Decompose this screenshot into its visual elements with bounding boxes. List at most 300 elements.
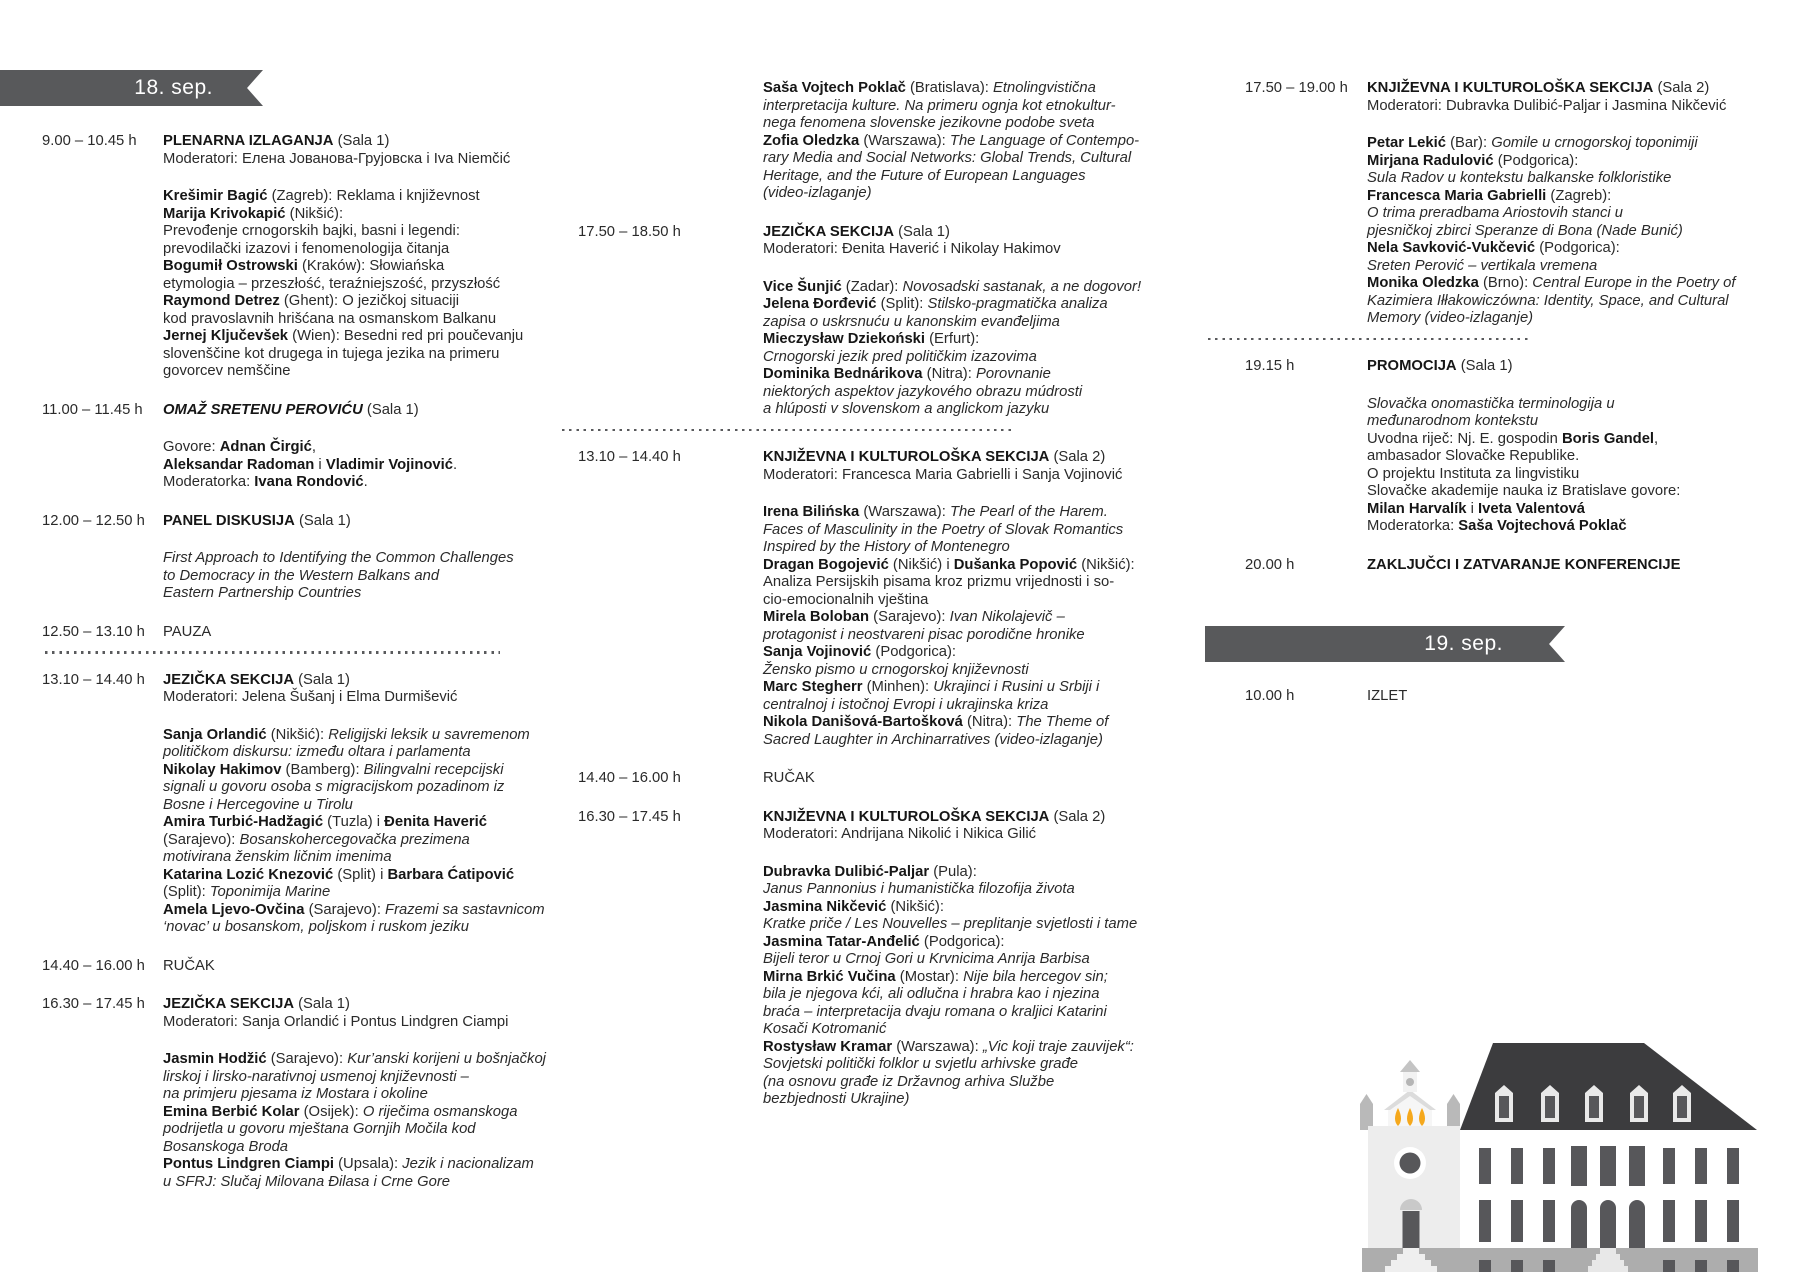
text-line <box>763 968 1108 987</box>
text-segment: bezbjednosti Ukrajine) <box>763 1091 910 1107</box>
text-line <box>763 1038 1134 1057</box>
text-segment: Jezik i nacionalizam <box>402 1156 534 1172</box>
text-segment: Central Europe in the Poetry of <box>1532 275 1736 291</box>
text-segment: (Sala 2) <box>1653 80 1710 96</box>
text-segment: RUČAK <box>763 770 815 786</box>
text-segment: (Split): <box>163 884 210 900</box>
event-time: 19.15 h <box>1245 358 1295 374</box>
text-segment: Aleksandar Radoman <box>163 456 315 473</box>
event-content <box>163 671 545 937</box>
text-line <box>1367 483 1765 501</box>
text-segment: Nikolay Hakimov <box>163 761 282 778</box>
text-segment: međunarodnom kontekstu <box>1367 413 1539 429</box>
text-line <box>1367 188 1765 206</box>
text-line <box>763 714 1109 732</box>
text-segment: političkom diskursu: između oltara i parlamenta <box>163 744 471 760</box>
text-line <box>163 457 512 475</box>
event-time: 14.40 – 16.00 h <box>578 770 681 786</box>
text-segment: (Sala 2) <box>1049 449 1106 465</box>
text-segment: Bosne i Hercegovine u Tirolu <box>163 796 353 813</box>
text-segment: First Approach to Identifying the Common Challenges <box>163 550 514 566</box>
schedule-row <box>578 223 1142 419</box>
text-segment: Emina Berbić Kolar <box>163 1103 300 1120</box>
text-line <box>163 550 512 568</box>
text-segment: The Theme of <box>1016 714 1109 730</box>
text-line <box>1367 153 1765 171</box>
text-segment: (Zadar): <box>841 278 903 295</box>
text-segment: bila je njegova kći, ali odlučna i hrabra kao i njezina <box>763 986 1100 1002</box>
text-line <box>763 592 1040 610</box>
text-line <box>763 609 1065 627</box>
date-banner <box>1205 626 1527 662</box>
text-line <box>763 808 1106 827</box>
text-segment: Saša Vojtechová Poklač <box>1458 518 1627 534</box>
text-segment: Barbara Ćatipović <box>387 866 515 883</box>
text-segment: Heritage, and the Future of European Languages <box>763 167 1086 184</box>
text-segment: govorcev nemščine <box>163 363 291 379</box>
text-segment: Inspired by the History of Montenegro <box>763 539 1010 555</box>
text-line <box>763 504 1108 522</box>
text-segment: (Wien): Besedni red pri poučevanju <box>288 328 524 344</box>
program-column-right <box>1245 80 1765 706</box>
text-line <box>1367 240 1765 258</box>
text-segment: Jernej Ključevšek <box>163 328 289 344</box>
text-line <box>763 521 1124 540</box>
text-segment: (Warszawa): <box>859 504 950 520</box>
text-segment: Moderatori: Francesca Maria Gabrielli i Sanja Vojinović <box>763 466 1123 483</box>
tower-door <box>1400 1199 1422 1248</box>
text-segment: kod pravoslavnih hrišćana na osmanskom Balkanu <box>163 310 497 327</box>
text-segment: (Zagreb): Reklama i književnost <box>267 188 480 204</box>
text-line <box>763 826 1040 844</box>
text-segment: Uvodna riječ: Nj. E. gospodin <box>1367 430 1562 447</box>
text-line <box>763 556 1135 575</box>
text-segment: Moderatori: Sanja Orlandić i Pontus Lindgren Ciampi <box>163 1013 509 1030</box>
text-segment: (Sala 1) <box>333 133 390 149</box>
text-line <box>163 1014 512 1032</box>
church-tower <box>1360 1060 1460 1272</box>
text-segment: (Zagreb): <box>1546 187 1612 204</box>
text-segment: O riječima osmanskoga <box>362 1103 518 1120</box>
text-line <box>163 779 512 797</box>
text-line <box>163 188 512 206</box>
text-segment: (Podgorica): <box>871 644 956 660</box>
text-line <box>763 644 1040 662</box>
schedule-row <box>0 402 512 492</box>
text-segment: Mirna Brkić Vučina <box>763 968 896 985</box>
event-content <box>1367 80 1765 328</box>
text-line <box>1367 358 1765 376</box>
text-segment: prevodilački izazovi i fenomenologija čitanja <box>163 240 450 257</box>
text-line <box>763 401 1050 419</box>
text-segment: (Warszawa): <box>892 1038 983 1055</box>
text-segment: Jasmin Hodžić <box>163 1051 267 1067</box>
text-segment: rary Media and Social Networks: Global Trends, Cultural <box>763 150 1132 166</box>
text-segment: Stilsko-pragmatička analiza <box>927 296 1108 312</box>
dotted-separator <box>1208 338 1532 341</box>
schedule-row <box>0 996 546 1191</box>
text-line <box>163 1051 546 1069</box>
text-segment: Iveta Valentová <box>1478 500 1585 517</box>
text-line <box>763 662 1040 680</box>
text-line <box>1367 275 1765 293</box>
text-line <box>763 241 1061 259</box>
text-segment: (Bar): <box>1445 135 1492 151</box>
schedule-row <box>578 808 1138 1109</box>
text-segment: na primjeru pjesama iz Mostara i okoline <box>163 1086 428 1102</box>
text-line <box>763 1021 1040 1039</box>
text-segment: Vladimir Vojinović <box>325 456 454 473</box>
text-segment: (Brno): <box>1478 275 1533 291</box>
text-line <box>763 296 1108 314</box>
text-segment: Jasmina Nikčević <box>763 898 887 915</box>
text-line <box>1367 258 1765 276</box>
text-segment: Kazimiera Iłłakowiczówna: Identity, Space, and Cultural <box>1367 292 1729 309</box>
text-segment: PROMOCIJA <box>1367 358 1457 374</box>
text-segment: KNJIŽEVNA I KULTUROLOŠKA SEKCIJA <box>1367 80 1654 96</box>
text-line <box>163 585 512 603</box>
text-line <box>763 951 1090 969</box>
text-segment: Adnan Čirgić <box>219 439 312 455</box>
text-segment: Nije bila hercegov sin; <box>963 968 1108 985</box>
text-line <box>163 884 512 902</box>
text-line <box>163 958 512 976</box>
text-line <box>1367 396 1765 414</box>
text-segment: protagonist i neostvareni pisac porodične hronike <box>763 626 1085 643</box>
text-line <box>163 346 512 364</box>
text-segment: Monika Oledzka <box>1367 275 1479 291</box>
text-line <box>163 726 530 745</box>
blank-line <box>763 844 1040 864</box>
text-segment: „Vic koji traje zauvijek“: <box>982 1038 1134 1055</box>
text-segment: (Sarajevo): <box>266 1051 348 1067</box>
text-segment: pjesničkoj zbirci Speranze di Bona (Nade Bunić) <box>1367 222 1683 239</box>
event-content <box>1367 557 1765 575</box>
text-segment: (Split): <box>876 296 928 312</box>
text-segment: Moderatori: Đenita Haverić i Nikolay Hakimov <box>763 241 1061 257</box>
text-segment: (Sala 1) <box>294 996 350 1012</box>
blank-line <box>163 530 512 550</box>
text-segment: centralnoj i istočnoj Evropi i ukrajinska kriza <box>763 696 1049 713</box>
text-line <box>163 223 512 241</box>
text-line <box>163 568 512 586</box>
text-segment: KNJIŽEVNA I KULTUROLOŠKA SEKCIJA <box>763 808 1050 825</box>
text-line <box>163 1086 512 1104</box>
date-banner <box>0 70 225 106</box>
text-segment: Sacred Laughter in Archinarratives (video-izlaganje) <box>763 731 1103 748</box>
text-segment: Amela Ljevo-Ovčina <box>163 901 305 918</box>
text-segment: Mirjana Radulović <box>1367 152 1494 169</box>
event-time: 13.10 – 14.40 h <box>578 449 681 465</box>
text-line <box>1367 688 1765 706</box>
text-segment: Boris Gandel <box>1561 430 1655 447</box>
text-segment: (Sala 1) <box>294 512 351 529</box>
text-segment: (Upsala): <box>334 1156 403 1172</box>
event-content <box>163 624 512 642</box>
text-segment: Irena Bilińska <box>763 504 860 520</box>
text-segment: (video-izlaganje) <box>763 185 872 201</box>
text-line <box>163 276 512 294</box>
event-time: 20.00 h <box>1245 556 1295 573</box>
text-segment: to Democracy in the Western Balkans and <box>163 567 440 584</box>
text-line <box>1367 98 1765 116</box>
text-segment: (Nikšić): <box>285 205 344 222</box>
text-segment: Ivan Nikolajevič – <box>949 609 1065 625</box>
text-segment: niektorých aspektov jazykového obrazu múdrosti <box>763 383 1083 400</box>
text-line <box>1367 466 1765 484</box>
text-line <box>763 80 1096 98</box>
text-segment: (Podgorica): <box>919 933 1005 950</box>
text-segment: Raymond Detrez <box>163 293 280 309</box>
text-segment: u SFRJ: Slučaj Milovana Đilasa i Crne Gore <box>163 1173 451 1190</box>
text-segment: Saša Vojtech Poklač <box>763 80 906 96</box>
text-line <box>163 1121 512 1139</box>
text-segment: (Bamberg): <box>281 761 364 778</box>
text-segment: Toponimija Marine <box>209 884 331 900</box>
text-segment: Žensko pismo u crnogorskoj književnosti <box>763 661 1029 678</box>
text-segment: Dubravka Dulibić-Paljar <box>763 863 930 880</box>
text-segment: (Ghent): O jezičkoj situaciji <box>279 293 460 309</box>
text-segment: Porovnanie <box>975 366 1051 382</box>
text-segment: ZAKLJUČCI I ZATVARANJE KONFERENCIJE <box>1367 556 1681 573</box>
text-line <box>1367 413 1765 431</box>
schedule-row <box>578 80 1140 203</box>
text-segment: Marc Stegherr <box>763 679 863 695</box>
text-line <box>163 1139 512 1157</box>
event-time: 13.10 – 14.40 h <box>42 671 145 688</box>
text-segment: PAUZA <box>163 623 212 640</box>
text-line <box>763 331 1040 349</box>
text-segment: (Sala 2) <box>1049 808 1106 825</box>
text-segment: (Minhen): <box>862 679 934 695</box>
text-line <box>763 1003 1107 1022</box>
text-segment: , <box>1654 430 1659 447</box>
text-segment: The Pearl of the Harem. <box>949 504 1108 520</box>
event-content <box>163 402 512 492</box>
text-segment: ‘novac’ u bosanskom, poljskom i ruskom jeziku <box>163 919 469 935</box>
text-line <box>763 150 1132 168</box>
text-line <box>163 439 512 457</box>
schedule-row <box>0 513 512 603</box>
text-line <box>763 132 1140 151</box>
text-line <box>163 151 512 169</box>
schedule-row <box>1245 688 1765 706</box>
text-line <box>1367 293 1765 311</box>
text-segment: Ivana Rondović <box>254 474 364 490</box>
text-segment: Sanja Orlandić <box>163 726 267 743</box>
text-segment: Bogumił Ostrowski <box>163 258 298 274</box>
text-line <box>1367 557 1765 575</box>
text-line <box>163 363 512 381</box>
text-line <box>163 901 545 920</box>
text-segment: JEZIČKA SEKCIJA <box>763 223 895 240</box>
text-line <box>763 278 1142 297</box>
text-segment: (Nitra): <box>962 714 1017 730</box>
text-segment: Rostysław Kramar <box>763 1038 893 1055</box>
text-line <box>763 881 1075 899</box>
text-segment: lirskoj i lirsko-narativnoj usmenoj književnosti – <box>163 1068 469 1085</box>
text-line <box>163 513 512 531</box>
text-segment: (Kraków): Słowiańska <box>297 258 445 274</box>
text-segment: Sovjetski politički folklor u svjetlu arhivske građe <box>763 1056 1078 1072</box>
text-segment: Prevođenje crnogorskih bajki, basni i legendi: <box>163 223 460 239</box>
text-line <box>763 366 1051 384</box>
text-line <box>1367 310 1765 328</box>
text-segment: (Sarajevo): <box>304 901 386 918</box>
text-segment: Bilingvalni recepcijski <box>363 761 504 778</box>
text-segment: (Sarajevo): <box>163 831 240 848</box>
text-segment: Zofia Oledzka <box>763 132 860 149</box>
text-segment: ambasador Slovačke Republike. <box>1367 448 1580 464</box>
main-building <box>1460 1043 1757 1272</box>
text-segment: Dušanka Popović <box>953 556 1078 573</box>
event-time: 16.30 – 17.45 h <box>42 996 145 1012</box>
text-line <box>163 1156 534 1174</box>
text-segment: podrijetla u govoru mještana Gornjih Močila kod <box>163 1121 476 1137</box>
schedule-row <box>0 624 512 642</box>
schedule-row <box>0 133 524 381</box>
text-line <box>163 311 512 329</box>
blank-line <box>763 484 1040 504</box>
text-line <box>763 1091 1040 1109</box>
text-line <box>163 672 512 690</box>
text-segment: (Nikšić): <box>266 726 329 743</box>
event-content <box>763 223 1142 419</box>
text-segment: Ukrajinci i Rusini u Srbiji i <box>933 679 1100 695</box>
blank-line <box>163 707 512 727</box>
text-line <box>763 626 1085 645</box>
text-line <box>163 832 512 850</box>
text-line <box>163 1069 512 1087</box>
text-segment: (Nikšić) i <box>888 556 954 573</box>
text-line <box>163 624 512 642</box>
text-segment: (Sala 1) <box>294 671 350 688</box>
text-line <box>763 731 1103 750</box>
text-segment: Moderatori: Jelena Šušanj i Elma Durmišević <box>163 689 458 705</box>
text-segment: (Sala 1) <box>1456 358 1513 374</box>
dotted-separator <box>45 651 500 654</box>
text-segment: Moderatori: Dubravka Dulibić-Paljar i Jasmina Nikčević <box>1367 97 1727 114</box>
blank-line <box>163 419 512 439</box>
schedule-row <box>0 958 512 976</box>
text-line <box>763 1056 1078 1074</box>
text-segment: Mieczysław Dziekoński <box>763 331 926 347</box>
text-segment: O projektu Instituta za lingvistiku <box>1367 465 1580 482</box>
text-segment: a hlúposti v slovenskom a anglickom jazyku <box>763 401 1050 417</box>
text-line <box>163 474 512 492</box>
text-line <box>163 206 512 224</box>
text-line <box>763 185 1040 203</box>
text-line <box>163 1174 512 1192</box>
event-time: 17.50 – 18.50 h <box>578 223 681 240</box>
text-segment: (Sala 1) <box>362 401 419 418</box>
text-segment: O trima preradbama Ariostovih stanci u <box>1367 205 1624 221</box>
text-segment: Bijeli teror u Crnoj Gori u Krvnicima Anrija Barbisa <box>763 951 1090 967</box>
event-content <box>1367 358 1765 536</box>
text-segment: Eastern Partnership Countries <box>163 585 362 601</box>
text-line <box>1367 80 1765 98</box>
text-segment: Analiza Persijskih pisama kroz prizmu vrijednosti i so- <box>763 574 1115 590</box>
text-segment: (Nikšić): <box>1077 556 1135 573</box>
text-segment: (Nitra): <box>922 366 976 382</box>
text-line <box>163 689 512 707</box>
blank-line <box>163 168 512 188</box>
blank-line <box>1367 115 1765 135</box>
text-segment: Slovačka onomastička terminologija u <box>1367 395 1615 412</box>
text-segment: (Split) i <box>333 866 388 883</box>
text-segment: Memory (video-izlaganje) <box>1367 310 1534 326</box>
text-segment: Bosanskohercegovačka prezimena <box>239 831 470 848</box>
event-time: 12.50 – 13.10 h <box>42 623 145 640</box>
event-time: 17.50 – 19.00 h <box>1245 80 1348 96</box>
text-segment: (Warszawa): <box>859 132 950 149</box>
text-line <box>1367 205 1765 223</box>
text-segment: slovenščine kot drugega in tujega jezika na primeru <box>163 345 500 362</box>
text-segment: JEZIČKA SEKCIJA <box>163 996 295 1012</box>
event-time: 14.40 – 16.00 h <box>42 957 145 974</box>
text-segment: Dragan Bogojević <box>763 556 889 573</box>
text-line <box>763 696 1049 715</box>
text-segment: Frazemi sa sastavnicom <box>385 901 545 918</box>
text-line <box>763 770 1040 788</box>
text-line <box>1367 431 1765 449</box>
text-line <box>1367 501 1765 519</box>
schedule-row <box>1245 358 1765 536</box>
text-segment: Bosanskoga Broda <box>163 1138 289 1155</box>
text-segment: Moderatori: Andrijana Nikolić i Nikica Gilić <box>763 826 1037 842</box>
text-segment: Sanja Vojinović <box>763 644 872 660</box>
schedule-row <box>1245 557 1765 575</box>
text-segment: Nikola Danišová-Bartošková <box>763 714 963 730</box>
text-segment: (Bratislava): <box>905 80 993 96</box>
event-content <box>163 996 546 1191</box>
text-line <box>163 293 512 311</box>
text-line <box>1367 170 1765 188</box>
text-line <box>763 679 1100 697</box>
text-segment: i <box>1466 500 1479 517</box>
text-segment: (Podgorica): <box>1535 240 1620 256</box>
text-segment: Đenita Haverić <box>384 814 487 830</box>
text-line <box>763 864 1040 882</box>
text-segment: Sreten Perović – vertikala vremena <box>1367 257 1598 274</box>
text-line <box>1367 448 1765 466</box>
text-segment: JEZIČKA SEKCIJA <box>163 671 295 688</box>
text-line <box>763 916 1138 934</box>
text-segment: Janus Pannonius i humanistička filozofija života <box>763 881 1075 897</box>
event-time: 16.30 – 17.45 h <box>578 808 681 825</box>
text-segment: Jasmina Tatar-Anđelić <box>763 933 920 950</box>
text-segment: Gomile u crnogorskoj toponimiji <box>1491 135 1698 151</box>
text-segment: Pontus Lindgren Ciampi <box>163 1156 334 1172</box>
event-content <box>163 958 512 976</box>
text-line <box>763 466 1123 485</box>
text-line <box>1367 135 1765 153</box>
text-segment: (Tuzla) i <box>323 814 385 830</box>
date-banner-label: 18. sep. <box>134 76 213 99</box>
blank-line <box>163 1031 512 1051</box>
text-segment: Religijski leksik u savremenom <box>328 726 530 743</box>
event-content <box>163 513 512 603</box>
text-segment: interpretacija kulture. Na primeru ognja kot etnokultur- <box>763 97 1116 114</box>
upper-windows <box>1479 1146 1739 1186</box>
text-line <box>163 402 512 420</box>
text-segment: (Sala 1) <box>894 223 950 240</box>
text-segment: (na osnovu građe iz Državnog arhiva Službe <box>763 1073 1055 1090</box>
text-line <box>163 1103 518 1122</box>
text-segment: (Nikšić): <box>886 898 944 915</box>
text-segment: Moderatorka: <box>1367 518 1459 534</box>
event-content <box>763 808 1138 1109</box>
